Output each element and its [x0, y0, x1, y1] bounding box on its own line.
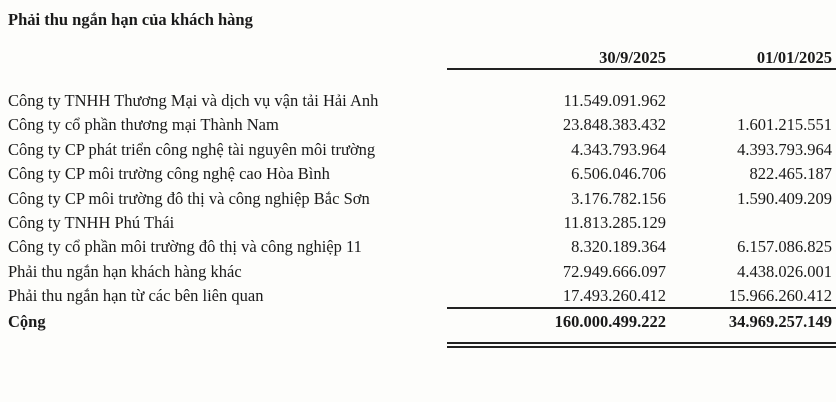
table-row [0, 91, 836, 115]
total-label: Cộng [8, 312, 46, 331]
total-value-01-01-2025: 34.969.257.149 [728, 312, 832, 331]
row-value-30-9-2025: 17.493.260.412 [562, 286, 666, 306]
row-value-01-01-2025: 4.438.026.001 [737, 261, 832, 281]
table-row [0, 189, 836, 213]
row-label: Công ty CP môi trường đô thị và công nghiệp Bắc Sơn [8, 188, 370, 208]
table-row [0, 262, 836, 286]
row-label: Công ty TNHH Phú Thái [8, 213, 175, 232]
row-value-01-01-2025: 15.966.260.412 [728, 286, 832, 306]
row-label: Công ty cổ phần môi trường đô thị và công nghiệp 11 [8, 237, 362, 257]
row-value-30-9-2025: 4.343.793.964 [571, 139, 666, 159]
row-label: Công ty CP phát triển công nghệ tài nguyên môi trường [8, 139, 376, 159]
row-value-30-9-2025: 8.320.189.364 [571, 237, 666, 257]
table-row [0, 164, 836, 188]
section-title: Phải thu ngắn hạn của khách hàng [8, 10, 253, 29]
row-value-01-01-2025: 6.157.086.825 [737, 237, 832, 257]
column-header-01-01-2025: 01/01/2025 [756, 48, 832, 67]
row-label: Công ty CP môi trường công nghệ cao Hòa Bình [8, 164, 330, 184]
table-row [0, 237, 836, 261]
row-value-30-9-2025: 11.549.091.962 [563, 91, 666, 110]
row-value-01-01-2025: 4.393.793.964 [737, 139, 832, 159]
row-label: Phải thu ngắn hạn khách hàng khác [8, 261, 242, 281]
double-underline-bottom [447, 346, 836, 348]
table-row [0, 115, 836, 139]
header-underline [447, 68, 836, 70]
row-label: Công ty TNHH Thương Mại và dịch vụ vận tải Hải Anh [8, 91, 379, 110]
double-underline-top [447, 342, 836, 344]
row-value-01-01-2025: 1.590.409.209 [737, 188, 832, 208]
row-value-01-01-2025: 1.601.215.551 [737, 115, 832, 135]
row-value-01-01-2025: 822.465.187 [749, 164, 832, 184]
total-row [0, 312, 836, 336]
total-value-30-9-2025: 160.000.499.222 [554, 312, 666, 331]
column-header-30-9-2025: 30/9/2025 [599, 48, 666, 67]
row-value-30-9-2025: 72.949.666.097 [562, 261, 666, 281]
row-value-30-9-2025: 23.848.383.432 [562, 115, 666, 135]
row-value-30-9-2025: 6.506.046.706 [571, 164, 666, 184]
row-value-30-9-2025: 11.813.285.129 [563, 213, 666, 232]
table-row [0, 140, 836, 164]
table-row [0, 213, 836, 237]
row-label: Công ty cổ phần thương mại Thành Nam [8, 115, 279, 135]
subtotal-line [447, 307, 836, 309]
row-value-30-9-2025: 3.176.782.156 [571, 188, 666, 208]
row-label: Phải thu ngắn hạn từ các bên liên quan [8, 286, 264, 306]
